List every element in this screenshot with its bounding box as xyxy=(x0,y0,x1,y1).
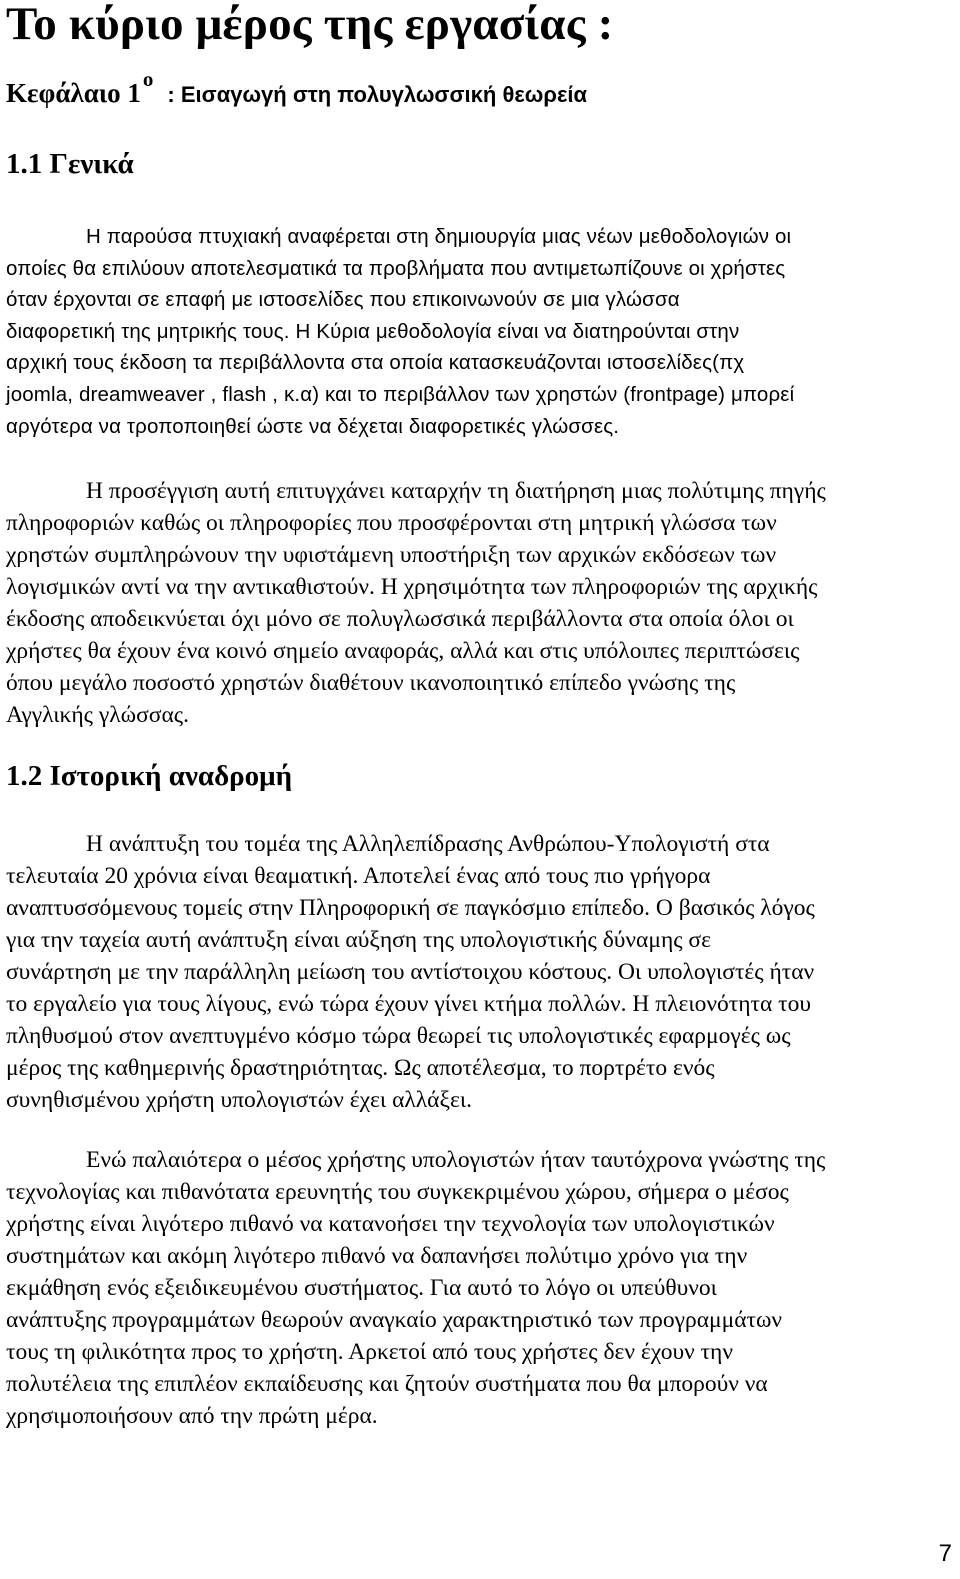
text-line: συνηθισμένου χρήστη υπολογιστών έχει αλλάξει. xyxy=(6,1087,473,1113)
text-line: χρησιμοποιήσουν από την πρώτη μέρα. xyxy=(6,1403,378,1429)
text-line: λογισμικών αντί να την αντικαθιστούν. Η χρησιμότητα των πληροφοριών της αρχικής xyxy=(6,574,818,600)
text-line: συνάρτηση με την παράλληλη μείωση του αντίστοιχου κόστους. Οι υπολογιστές ήταν xyxy=(6,959,815,985)
text-line: όπου μεγάλο ποσοστό χρηστών διαθέτουν ικανοποιητικό επίπεδο γνώσης της xyxy=(6,670,736,696)
chapter-subtitle: : Εισαγωγή στη πολυγλωσσική θεωρεία xyxy=(167,82,588,107)
text-line: αργότερα να τροποποιηθεί ώστε να δέχεται διαφορετικές γλώσσες. xyxy=(6,414,620,438)
text-line: χρήστες θα έχουν ένα κοινό σημείο αναφοράς, αλλά και στις υπόλοιπες περιπτώσεις xyxy=(6,638,800,664)
section-heading-history: 1.2 Ιστορική αναδρομή xyxy=(6,760,293,792)
text-line: διαφορετική της μητρικής τους. Η Κύρια μεθοδολογία είναι να διατηρούνται στην xyxy=(6,319,740,343)
text-line: εκμάθηση ενός εξειδικευμένου συστήματος. Για αυτό το λόγο οι υπεύθυνοι xyxy=(6,1275,717,1301)
text-line: μέρος της καθημερινής δραστηριότητας. Ως αποτέλεσμα, το πορτρέτο ενός xyxy=(6,1055,715,1081)
text-line: πληροφοριών καθώς οι πληροφορίες που προσφέρονται στη μητρική γλώσσα των xyxy=(6,510,777,536)
text-line: joomla, dreamweaver , flash , κ.α) και το περιβάλλον των χρηστών (frontpage) μπορεί xyxy=(6,382,795,406)
text-line: πολυτέλεια της επιπλέον εκπαίδευσης και ζητούν συστήματα που θα μπορούν να xyxy=(6,1371,768,1397)
text-line: ανάπτυξης προγραμμάτων θεωρούν αναγκαίο χαρακτηριστικό των προγραμμάτων xyxy=(6,1307,783,1333)
text-line: χρηστών συμπληρώνουν την υφιστάμενη υποστήριξη των αρχικών εκδόσεων των xyxy=(6,542,777,568)
paragraph-average-user xyxy=(6,1144,954,1432)
text-line: για την ταχεία αυτή ανάπτυξη είναι αύξηση της υπολογιστικής δύναμης σε xyxy=(6,927,711,953)
text-line: αναπτυσσόμενους τομείς στην Πληροφορική σε παγκόσμιο επίπεδο. Ο βασικός λόγος xyxy=(6,895,815,921)
chapter-label: Κεφάλαιο 1 xyxy=(6,78,141,108)
chapter-ordinal-superscript: ο xyxy=(142,67,154,91)
text-line: Ενώ παλαιότερα ο μέσος χρήστης υπολογιστών ήταν ταυτόχρονα γνώστης της xyxy=(86,1147,826,1173)
paragraph-approach xyxy=(6,475,954,731)
section-heading-general: 1.1 Γενικά xyxy=(6,148,134,180)
document-title: Το κύριο μέρος της εργασίας : xyxy=(6,0,614,50)
text-line: τελευταία 20 χρόνια είναι θεαματική. Αποτελεί ένας από τους πιο γρήγορα xyxy=(6,863,711,889)
text-line: έκδοσης αποδεικνύεται όχι μόνο σε πολυγλωσσικά περιβάλλοντα στα οποία όλοι οι xyxy=(6,606,794,632)
text-line: τεχνολογίας και πιθανότατα ερευνητής του συγκεκριμένου χώρου, σήμερα ο μέσος xyxy=(6,1179,789,1205)
text-line: όταν έρχονται σε επαφή με ιστοσελίδες που επικοινωνούν σε μια γλώσσα xyxy=(6,288,680,312)
text-line: συστημάτων και ακόμη λιγότερο πιθανό να δαπανήσει πολύτιμο χρόνο για την xyxy=(6,1243,748,1269)
text-line: Η προσέγγιση αυτή επιτυγχάνει καταρχήν τη διατήρηση μιας πολύτιμης πηγής xyxy=(86,478,826,504)
text-line: τους τη φιλικότητα προς το χρήστη. Αρκετοί από τους χρήστες δεν έχουν την xyxy=(6,1339,733,1365)
text-line: οποίες θα επιλύουν αποτελεσματικά τα προβλήματα που αντιμετωπίζουνε οι χρήστες xyxy=(6,256,786,280)
text-line: το εργαλείο για τους λίγους, ενώ τώρα έχουν γίνει κτήμα πολλών. Η πλειονότητα του xyxy=(6,991,811,1017)
paragraph-introduction xyxy=(6,221,954,442)
chapter-heading xyxy=(6,67,588,109)
text-line: πληθυσμού στον ανεπτυγμένο κόσμο τώρα θεωρεί τις υπολογιστικές εφαρμογές ως xyxy=(6,1023,791,1049)
paragraph-hci-growth xyxy=(6,828,954,1116)
text-line: αρχική τους έκδοση τα περιβάλλοντα στα οποία κατασκευάζονται ιστοσελίδες(πχ xyxy=(6,351,745,375)
text-line: Η ανάπτυξη του τομέα της Αλληλεπίδρασης Ανθρώπου-Υπολογιστή στα xyxy=(86,831,770,857)
text-line: χρήστης είναι λιγότερο πιθανό να κατανοήσει την τεχνολογία των υπολογιστικών xyxy=(6,1211,775,1237)
page-number: 7 xyxy=(938,1540,952,1567)
text-line: Η παρούσα πτυχιακή αναφέρεται στη δημιουργία μιας νέων μεθοδολογιών οι xyxy=(86,225,792,248)
text-line: Αγγλικής γλώσσας. xyxy=(6,702,189,728)
